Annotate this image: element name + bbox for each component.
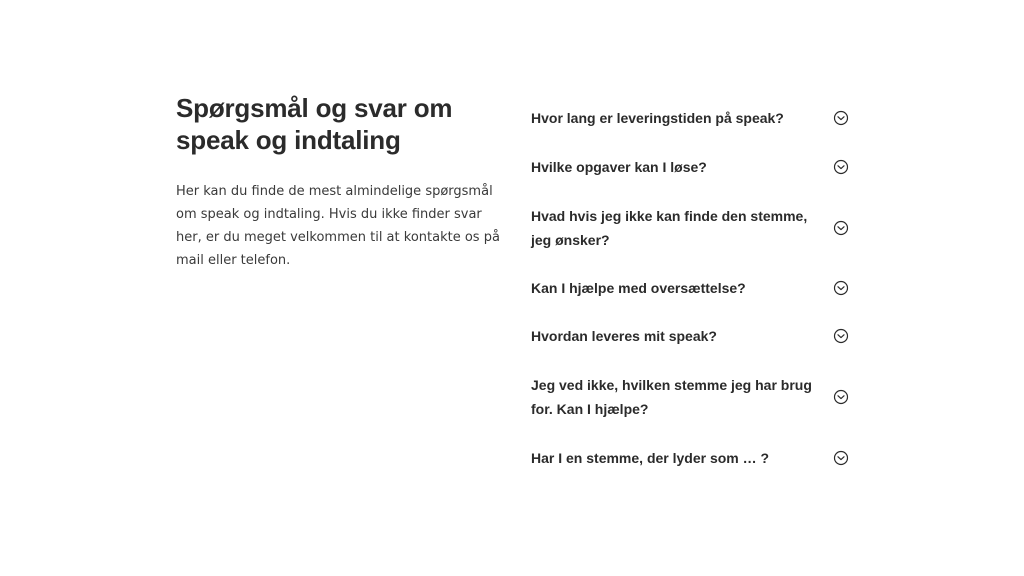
chevron-down-circle-icon[interactable] bbox=[833, 328, 849, 344]
faq-item-sound-alike[interactable] bbox=[531, 446, 851, 470]
faq-intro-section bbox=[176, 92, 506, 272]
faq-question: Hvor lang er leveringstiden på speak? bbox=[531, 110, 784, 126]
faq-item-voice-help[interactable] bbox=[531, 373, 851, 421]
faq-item-voice-not-found[interactable] bbox=[531, 204, 851, 252]
faq-question: Jeg ved ikke, hvilken stemme jeg har brug for. Kan I hjælpe? bbox=[531, 377, 812, 417]
chevron-down-circle-icon[interactable] bbox=[833, 389, 849, 405]
faq-question: Hvilke opgaver kan I løse? bbox=[531, 159, 707, 175]
chevron-down-circle-icon[interactable] bbox=[833, 450, 849, 466]
faq-item-delivery-time[interactable] bbox=[531, 106, 851, 130]
chevron-down-circle-icon[interactable] bbox=[833, 110, 849, 126]
faq-list bbox=[531, 0, 851, 576]
faq-item-delivery-method[interactable] bbox=[531, 324, 851, 348]
faq-question: Hvad hvis jeg ikke kan finde den stemme, jeg ønsker? bbox=[531, 208, 808, 248]
chevron-down-circle-icon[interactable] bbox=[833, 220, 849, 236]
faq-question: Kan I hjælpe med oversættelse? bbox=[531, 280, 746, 296]
faq-title: Spørgsmål og svar om speak og indtaling bbox=[176, 93, 453, 155]
faq-item-translation[interactable] bbox=[531, 276, 851, 300]
faq-intro-text: Her kan du finde de mest almindelige spørgsmål om speak og indtaling. Hvis du ikke finder svar her, er du meget velkommen til at kontakte os på mail eller telefon. bbox=[176, 184, 500, 268]
faq-item-tasks[interactable] bbox=[531, 155, 851, 179]
faq-question: Har I en stemme, der lyder som … ? bbox=[531, 450, 770, 466]
chevron-down-circle-icon[interactable] bbox=[833, 280, 849, 296]
chevron-down-circle-icon[interactable] bbox=[833, 159, 849, 175]
faq-question: Hvordan leveres mit speak? bbox=[531, 328, 717, 344]
